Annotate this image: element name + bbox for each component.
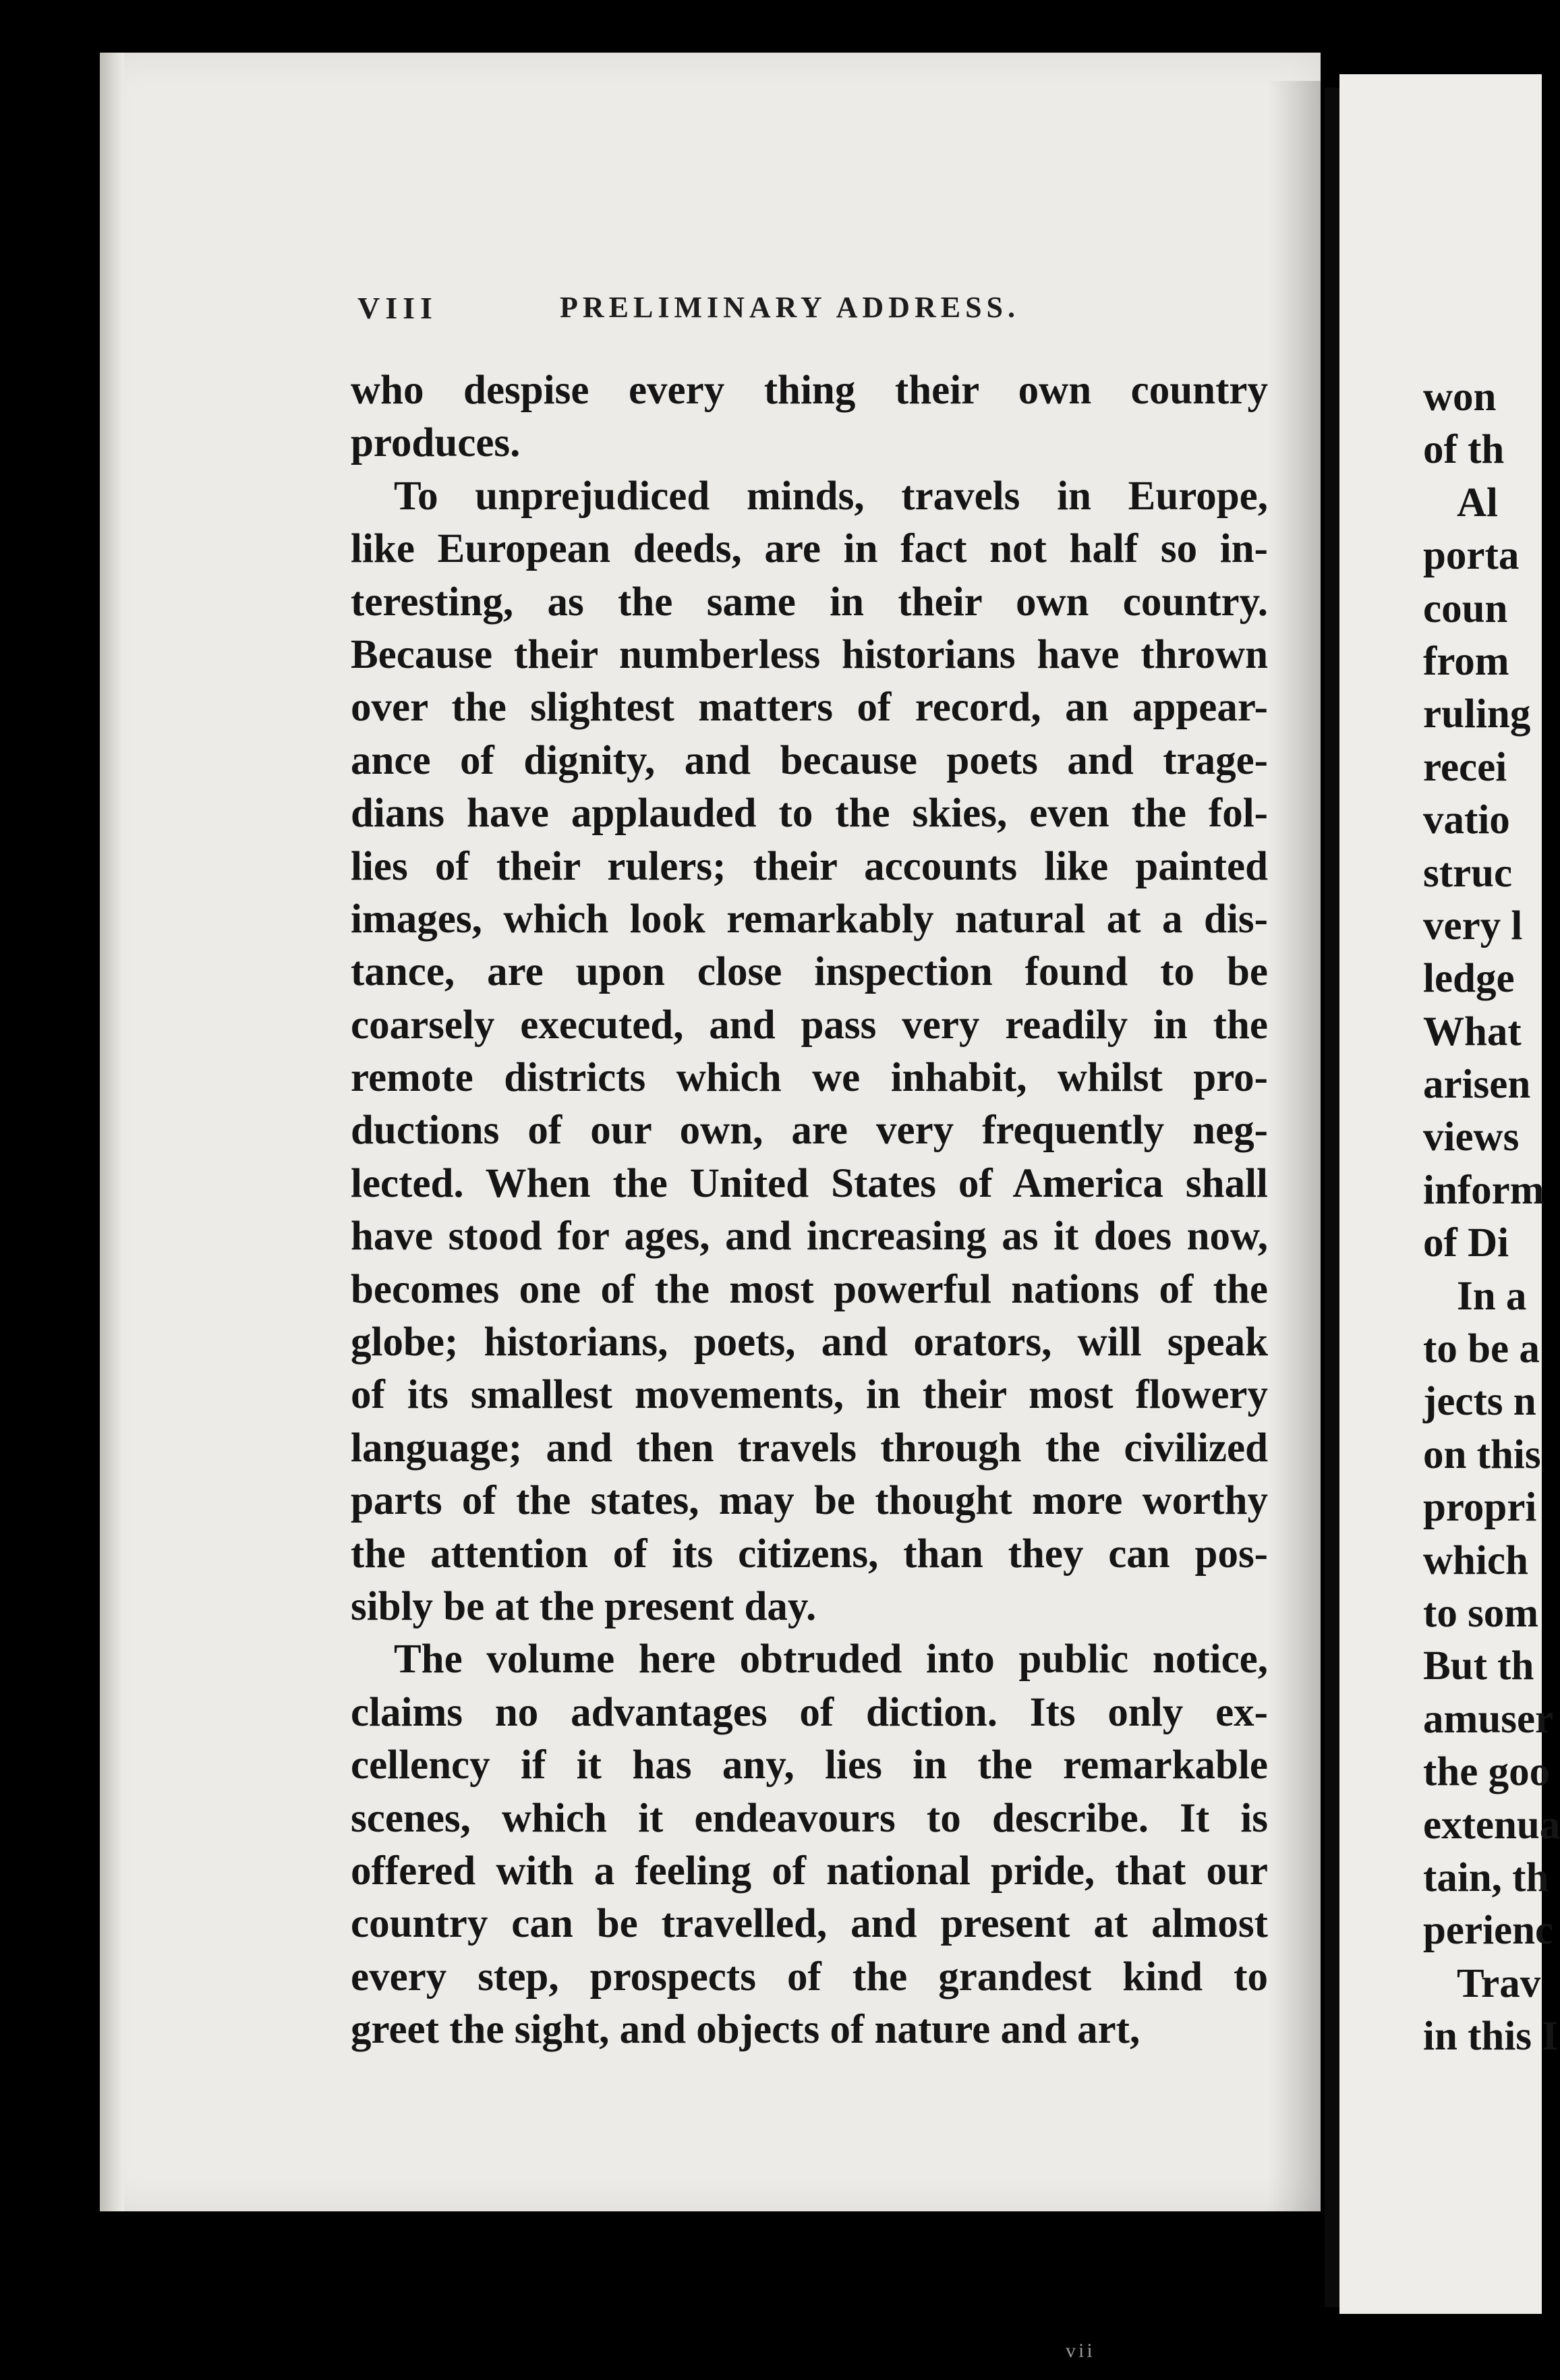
text-line: the goo [1423, 1749, 1551, 1795]
text-line: parts of the states, may be thought more worthy [351, 1478, 1268, 1524]
text-line: on this [1423, 1432, 1541, 1477]
text-line: inform [1423, 1167, 1544, 1213]
text-line: The volume here obtruded into public notice, [394, 1637, 1268, 1682]
text-line: very l [1423, 903, 1523, 948]
page-edge [100, 53, 124, 2211]
text-line: lected. When the United States of America shall [351, 1160, 1268, 1206]
text-line: like European deeds, are in fact not half so in- [351, 526, 1268, 572]
text-line: views [1423, 1114, 1520, 1160]
text-line: coarsely executed, and pass very readily in the [351, 1002, 1268, 1048]
text-line: vatio [1423, 797, 1510, 843]
text-line: But th [1423, 1643, 1534, 1689]
text-line: arisen [1423, 1062, 1531, 1108]
text-line: porta [1423, 533, 1520, 579]
text-line: which [1423, 1537, 1528, 1583]
text-line: of Di [1423, 1220, 1509, 1266]
text-line: Because their numberless historians have thrown [351, 631, 1268, 677]
text-line: who despise every thing their own country [351, 368, 1268, 413]
text-line: globe; historians, poets, and orators, will speak [351, 1320, 1268, 1365]
text-line: produces. [351, 420, 521, 466]
text-line: Trav [1457, 1960, 1541, 2006]
text-line: ance of dignity, and because poets and trage- [351, 737, 1268, 783]
text-line: over the slightest matters of record, an appear- [351, 685, 1268, 731]
text-line: have stood for ages, and increasing as it does now, [351, 1214, 1268, 1259]
text-line: claims no advantages of diction. Its only ex- [351, 1689, 1268, 1735]
text-line: ductions of our own, are very frequently neg- [351, 1108, 1268, 1154]
text-line: from [1423, 638, 1509, 684]
text-line: What [1423, 1009, 1522, 1054]
text-line: won [1423, 374, 1497, 420]
left-page-text [351, 364, 1268, 2057]
page-number: VIII [357, 291, 438, 325]
text-line: To unprejudiced minds, travels in Europe, [394, 473, 1268, 519]
text-line: recei [1423, 744, 1507, 790]
text-line: country can be travelled, and present at almost [351, 1901, 1268, 1947]
text-line: cellency if it has any, lies in the remarkable [351, 1743, 1268, 1788]
footer-mark: vii [1066, 2340, 1095, 2362]
text-line: tain, th [1423, 1854, 1549, 1900]
text-line: propri [1423, 1485, 1537, 1531]
text-line: of th [1423, 427, 1505, 473]
text-line: dians have applauded to the skies, even the fol- [351, 791, 1268, 837]
text-line: in this I [1423, 2014, 1559, 2060]
text-line: scenes, which it endeavours to describe. It is [351, 1795, 1268, 1841]
text-line: images, which look remarkably natural at a dis- [351, 896, 1268, 942]
text-line: language; and then travels through the civilized [351, 1425, 1268, 1471]
text-line: ledge [1423, 956, 1515, 1002]
text-line: jects n [1423, 1379, 1536, 1425]
text-line: Al [1457, 480, 1498, 526]
running-head: PRELIMINARY ADDRESS. [560, 291, 1020, 324]
text-line: perienc [1423, 1908, 1554, 1954]
text-line: ruling [1423, 691, 1531, 737]
text-line: lies of their rulers; their accounts like painted [351, 843, 1268, 889]
text-line: struc [1423, 850, 1513, 896]
text-line: extenua [1423, 1802, 1560, 1848]
text-line: the attention of its citizens, than they can pos- [351, 1531, 1268, 1577]
text-line: greet the sight, and objects of nature and art, [351, 2007, 1140, 2053]
text-line: becomes one of the most powerful nations of the [351, 1266, 1268, 1312]
book-gutter [1325, 88, 1339, 2307]
text-line: to be a [1423, 1326, 1540, 1372]
text-line: teresting, as the same in their own country. [351, 579, 1268, 625]
gutter-shadow [1268, 81, 1322, 2213]
text-line: every step, prospects of the grandest kind to [351, 1954, 1268, 2000]
text-line: amuser [1423, 1696, 1554, 1742]
page-header [357, 290, 1099, 331]
text-line: remote districts which we inhabit, whilst pro- [351, 1055, 1268, 1101]
text-line: In a [1457, 1273, 1527, 1319]
text-line: of its smallest movements, in their most flowery [351, 1372, 1268, 1418]
text-line: sibly be at the present day. [351, 1583, 817, 1629]
text-line: offered with a feeling of national pride, that our [351, 1848, 1268, 1894]
text-line: tance, are upon close inspection found to be [351, 949, 1268, 995]
text-line: coun [1423, 586, 1508, 631]
text-line: to som [1423, 1590, 1539, 1636]
right-page-text [1423, 371, 1560, 2064]
